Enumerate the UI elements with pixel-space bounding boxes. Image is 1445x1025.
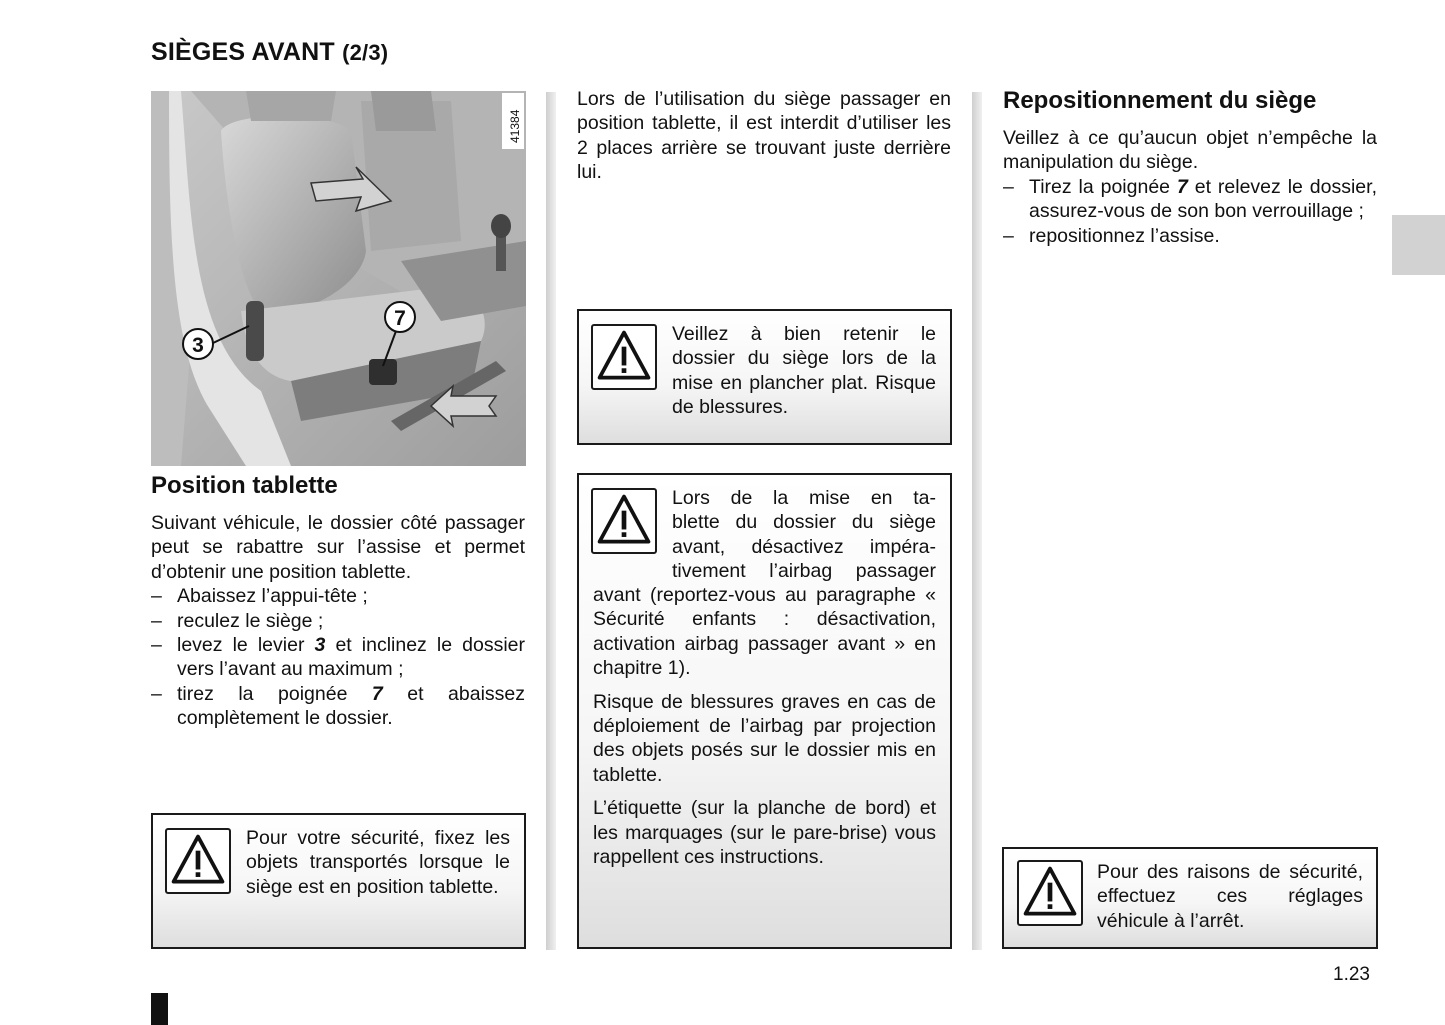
warning-triangle-icon [591,324,657,390]
callout-7: 7 [394,307,406,330]
list-item: – levez le levier 3 et inclinez le dossier vers l’avant au maximum ; [151,634,525,681]
heading-repositionnement: Repositionnement du siège [1003,87,1317,114]
page-number: 1.23 [1333,964,1370,985]
left-steps [151,584,525,730]
list-item: – reculez le siège ; [151,609,324,632]
left-intro: Suivant véhicule, le dossier côté passager peut se rabattre sur l’assise et permet d’obtenir une position tablette. [151,512,525,583]
ref-handle-7: 7 [371,682,383,705]
ref-handle-7: 7 [1176,175,1188,198]
ref-lever-3: 3 [314,634,326,657]
page-title-text: SIÈGES AVANT [151,38,335,66]
seat-illustration-drawing [151,91,526,466]
page-title [151,38,388,67]
warning-text-middle-2-p3: L’étiquette (sur la planche de bord) et les marquages (sur le pare-brise) vous rappellent ces instructions. [593,797,936,869]
warning-text-middle-1: Veillez à bien retenir le dossier du siège lors de la mise en plancher plat. Risque de blessures. [672,323,936,419]
right-body [1003,126,1377,248]
callout-3: 3 [192,334,204,357]
warning-triangle-icon [591,488,657,554]
seat-illustration [151,91,526,466]
page-title-part: (2/3) [342,40,389,65]
warning-text-middle-2-rest: avant (reportez-vous au paragraphe « Sécurité enfants : désactivation, activation airbag passager avant » en chapitre 1). [593,584,936,680]
chapter-tab-marker [1392,215,1445,275]
warning-box-middle-1 [577,309,952,445]
middle-intro: Lors de l’utilisation du siège passager en position tablette, il est interdit d’utiliser les 2 places arrière se trouvant juste derrière lui. [577,88,951,184]
list-item: – tirez la poignée 7 et abaissez complètement le dossier. [151,682,526,730]
warning-text-right: Pour des raisons de sécurité, effectuez ces réglages véhicule à l’arrêt. [1097,861,1363,932]
warning-text-middle-2-body [593,583,936,869]
warning-box-middle-2 [577,473,952,949]
warning-text-middle-2-p2: Risque de blessures graves en cas de déploiement de l’airbag par projection des objets posés sur le dossier mis en tablette. [593,690,936,786]
right-intro: Veillez à ce qu’aucun objet n’empêche la manipulation du siège. [1003,127,1377,174]
warning-triangle-icon [165,828,231,894]
heading-position-tablette: Position tablette [151,472,338,499]
column-separator-left [546,92,556,950]
warning-box-left [151,813,526,949]
warning-text-left: Pour votre sécurité, fixez les objets transportés lorsque le siège est en position tablette. [246,827,510,898]
list-item: – Abaissez l’appui-tête ; [151,585,368,608]
list-item: – repositionnez l’assise. [1003,224,1220,247]
right-steps [1003,175,1377,248]
warning-text-middle-2-lead: Lors de la mise en ta- blette du dossier du siège avant, désactivez impéra- tivement l’airbag passager [672,487,936,583]
left-body [151,511,525,731]
warning-triangle-icon [1017,860,1083,926]
list-item: – Tirez la poignée 7 et relevez le dossier, assurez-vous de son bon verrouillage ; [1003,175,1377,223]
warning-box-right [1002,847,1378,949]
column-separator-right [972,92,982,950]
figure-ref: 41384 [508,109,522,143]
corner-mark [151,993,168,1025]
